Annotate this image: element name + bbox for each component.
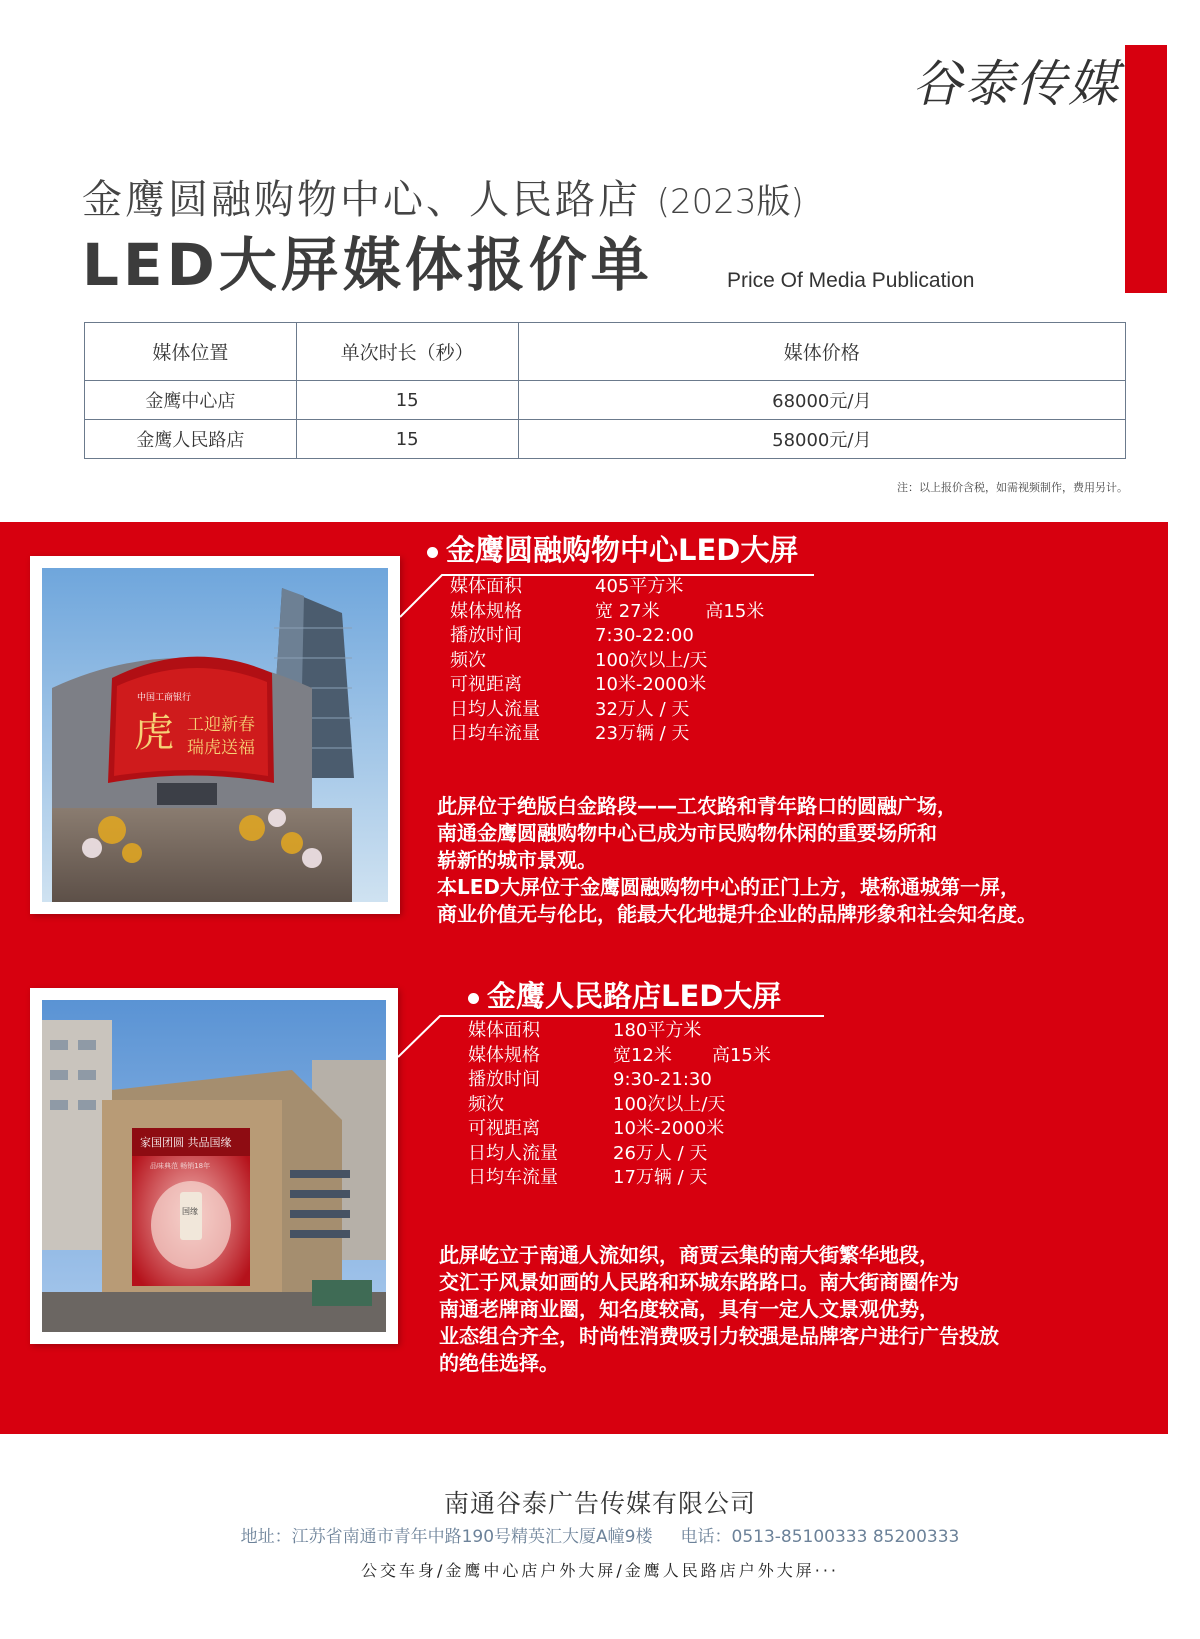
address-text: 地址：江苏省南通市青年中路190号精英汇大厦A幢9楼 [240, 1527, 653, 1547]
spec-value: 32万人 / 天 [595, 698, 690, 720]
table-header-row [85, 323, 1126, 381]
description-line: 业态组合齐全，时尚性消费吸引力较强是品牌客户进行广告投放 [439, 1324, 999, 1348]
spec-value: 7:30-22:00 [595, 625, 694, 646]
spec-row [450, 649, 764, 674]
spec-value: 10米-2000米 [595, 674, 707, 695]
spec-value: 23万辆 / 天 [595, 723, 690, 744]
spec-row [450, 624, 764, 649]
spec-label: 日均人流量 [450, 698, 540, 720]
spec-row [450, 600, 764, 625]
brand-name: 谷泰传媒 [912, 55, 1120, 113]
contact-line [0, 1522, 1200, 1547]
venue-title-text: 金鹰人民路店LED大屏 [487, 979, 782, 1013]
spec-label: 频次 [468, 1093, 504, 1115]
spec-value: 180平方米 [613, 1020, 702, 1041]
spec-label: 可视距离 [468, 1118, 540, 1139]
spec-label: 播放时间 [450, 625, 522, 646]
page-title: LED大屏媒体报价单 [82, 231, 653, 299]
table-row [85, 381, 1126, 420]
spec-label: 日均车流量 [450, 723, 540, 744]
price-table [84, 322, 1126, 459]
screen-text-slogan-2: 瑞虎送福 [187, 738, 255, 758]
venue-title-renmin [468, 974, 781, 1015]
venue-title-mall [427, 528, 798, 569]
venue-description-renmin [439, 1242, 999, 1377]
spec-value: 100次以上/天 [595, 649, 708, 671]
venue-photo-frame [30, 988, 398, 1344]
subtitle-venues: 金鹰圆融购物中心、人民路店 [82, 177, 641, 223]
company-name: 南通谷泰广告传媒有限公司 [443, 1489, 756, 1518]
phone-text: 电话：0513-85100333 85200333 [680, 1527, 960, 1547]
screen-text-slogan-1: 工迎新春 [187, 715, 255, 735]
spec-label: 媒体面积 [468, 1020, 540, 1041]
spec-value: 26万人 / 天 [613, 1142, 708, 1164]
description-line: 此屏屹立于南通人流如织，商贾云集的南大街繁华地段， [439, 1243, 939, 1267]
spec-value: 405平方米 [595, 576, 684, 597]
spec-row [450, 722, 764, 747]
spec-value: 10米-2000米 [613, 1118, 725, 1139]
table-cell: 68000元/月 [518, 381, 1125, 420]
venue-specs-mall [450, 575, 764, 747]
venue-specs-renmin [468, 1019, 771, 1191]
description-line: 南通老牌商业圈，知名度较高，具有一定人文景观优势， [439, 1297, 939, 1321]
spec-row [468, 1166, 771, 1191]
price-note: 注：以上报价含税，如需视频制作，费用另计。 [897, 481, 1128, 494]
services-list: 公交车身/金鹰中心店户外大屏/金鹰人民路店户外大屏··· [360, 1561, 840, 1580]
screen-text-tiger: 虎 [134, 710, 174, 756]
table-cell: 15 [296, 381, 518, 420]
spec-row [468, 1044, 771, 1069]
table-cell: 金鹰中心店 [85, 381, 297, 420]
screen-text-sub: 品味典范 畅销18年 [150, 1162, 211, 1170]
spec-label: 媒体面积 [450, 576, 522, 597]
spec-label: 可视距离 [450, 674, 522, 695]
description-line: 崭新的城市景观。 [437, 848, 597, 872]
spec-row [468, 1093, 771, 1118]
page-title-english: Price Of Media Publication [727, 269, 975, 292]
spec-label: 播放时间 [468, 1069, 540, 1090]
brand-accent-bar [1125, 45, 1167, 293]
spec-label: 日均人流量 [468, 1142, 558, 1164]
venue-photo-frame [30, 556, 400, 914]
spec-row [468, 1068, 771, 1093]
subtitle-year: (2023版) [656, 182, 804, 222]
description-line: 本LED大屏位于金鹰圆融购物中心的正门上方，堪称通城第一屏， [437, 875, 1021, 899]
description-line: 交汇于风景如画的人民路和环城东路路口。南大街商圈作为 [439, 1270, 959, 1294]
spec-value: 9:30-21:30 [613, 1069, 712, 1090]
spec-value: 17万辆 / 天 [613, 1167, 708, 1188]
venues-section [0, 522, 1168, 1434]
description-line: 的绝佳选择。 [439, 1351, 559, 1375]
bullet-icon [427, 547, 438, 558]
screen-text-bottle: 国缘 [182, 1207, 198, 1216]
table-cell: 58000元/月 [518, 420, 1125, 459]
venue-title-text: 金鹰圆融购物中心LED大屏 [446, 533, 799, 567]
spec-label: 媒体规格 [450, 600, 522, 622]
spec-value: 宽 27米 高15米 [595, 600, 765, 622]
table-row [85, 420, 1126, 459]
spec-label: 媒体规格 [468, 1044, 540, 1066]
bullet-icon [468, 993, 479, 1004]
spec-value: 宽12米 高15米 [613, 1044, 771, 1066]
venue-photo-renmin [42, 1000, 386, 1332]
spec-row [450, 673, 764, 698]
venue-photo-mall [42, 568, 388, 902]
column-header: 单次时长（秒） [296, 323, 518, 381]
screen-text-slogan: 家国团圆 共品国缘 [140, 1136, 232, 1149]
description-line: 此屏位于绝版白金路段——工农路和青年路口的圆融广场， [437, 794, 957, 818]
column-header: 媒体位置 [85, 323, 297, 381]
spec-row [468, 1019, 771, 1044]
venue-description-mall [437, 793, 1037, 928]
spec-row [450, 575, 764, 600]
spec-row [468, 1117, 771, 1142]
spec-row [450, 698, 764, 723]
page-subtitle [82, 168, 804, 225]
table-cell: 金鹰人民路店 [85, 420, 297, 459]
spec-row [468, 1142, 771, 1167]
description-line: 南通金鹰圆融购物中心已成为市民购物休闲的重要场所和 [437, 821, 937, 845]
screen-text-bank: 中国工商银行 [137, 693, 192, 703]
table-cell: 15 [296, 420, 518, 459]
description-line: 商业价值无与伦比，能最大化地提升企业的品牌形象和社会知名度。 [437, 902, 1037, 926]
spec-label: 频次 [450, 649, 486, 671]
spec-label: 日均车流量 [468, 1167, 558, 1188]
spec-value: 100次以上/天 [613, 1093, 726, 1115]
column-header: 媒体价格 [518, 323, 1125, 381]
